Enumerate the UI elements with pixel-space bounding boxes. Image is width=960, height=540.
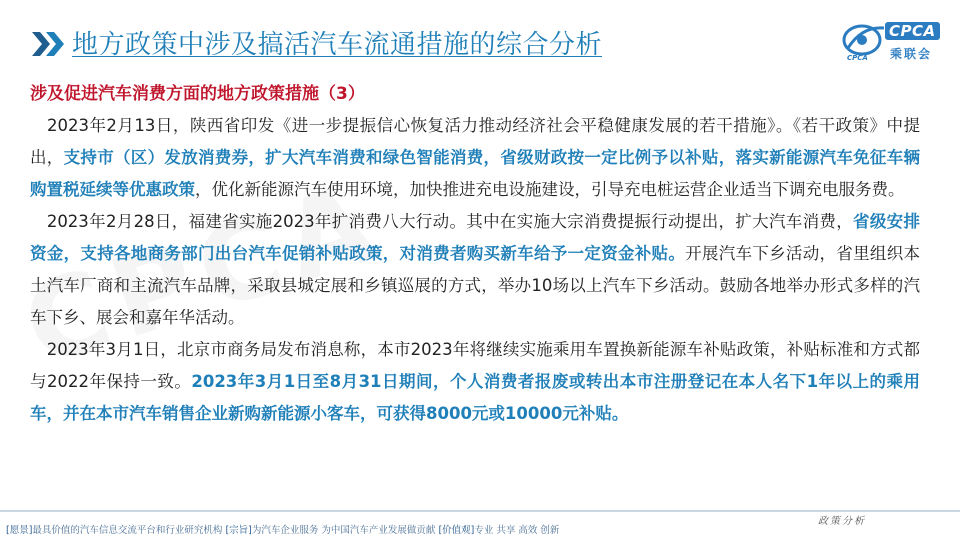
- slide-header: [0, 0, 960, 70]
- logo-english-name: CPCA: [847, 54, 868, 62]
- logo-text: CPCA: [885, 22, 940, 40]
- paragraph-emphasis: 省级安排资金，支持各地商务部门出台汽车促销补贴政策，对消费者购买新车给予一定资金补贴。: [30, 212, 920, 263]
- paragraph-text: ，优化新能源汽车使用环境，加快推进充电设施建设，引导充电桩运营企业适当下调充电服务费。: [195, 180, 905, 199]
- logo-chinese-name: 乘联会: [890, 47, 933, 61]
- footer-slogan: [6, 522, 559, 536]
- footer-vision: 最具价值的汽车信息交流平台和行业研究机构: [32, 525, 223, 536]
- page-title: 地方政策中涉及搞活汽车流通措施的综合分析: [72, 30, 603, 60]
- double-chevron-icon: [30, 30, 66, 58]
- paragraph-fujian: [30, 206, 920, 334]
- footer-mission: 为汽车企业服务 为中国汽车产业发展做贡献: [251, 525, 436, 536]
- paragraph-text: 2023年2月28日，福建省实施2023年扩消费八大行动。其中在实施大宗消费提振行动提出，扩大汽车消费，: [30, 212, 854, 231]
- footer-section-label: 政策分析: [818, 516, 866, 527]
- paragraph-text: 2023年3月1日，北京市商务局发布消息称，本市2023年将继续实施乘用车置换新能源车补贴政策，补贴标准和方式都与2022年保持一致。: [30, 340, 920, 391]
- paragraph-emphasis: 2023年3月1日至8月31日期间，个人消费者报废或转出本市注册登记在本人名下1年以上的乘用车，并在本市汽车销售企业新购新能源小客车，可获得8000元或10000元补贴。: [30, 372, 920, 423]
- section-subheading: 涉及促进汽车消费方面的地方政策措施（3）: [30, 84, 365, 104]
- paragraph-beijing: [30, 334, 920, 430]
- paragraph-text: 开展汽车下乡活动，省里组织本土汽车厂商和主流汽车品牌，采取县城定展和乡镇巡展的方式，举办10场以上汽车下乡活动。鼓励各地举办形式多样的汽车下乡、展会和嘉年华活动。: [30, 244, 921, 327]
- paragraph-emphasis: 支持市（区）发放消费券，扩大汽车消费和绿色智能消费，省级财政按一定比例予以补贴，落实新能源汽车免征车辆购置税延续等优惠政策: [30, 148, 921, 199]
- footer-values-tag: [价值观]: [438, 525, 475, 536]
- main-content: [30, 78, 920, 430]
- paragraph-text: 2023年2月13日，陕西省印发《进一步提振信心恢复活力推动经济社会平稳健康发展的若干措施》。《若干政策》中提出，: [30, 116, 920, 167]
- footer-divider: [0, 510, 960, 512]
- footer-vision-tag: [愿景]: [6, 525, 33, 536]
- footer-mission-tag: [宗旨]: [225, 525, 252, 536]
- paragraph-shaanxi: [30, 110, 920, 206]
- footer-values: 专业 共享 高效 创新: [474, 525, 560, 536]
